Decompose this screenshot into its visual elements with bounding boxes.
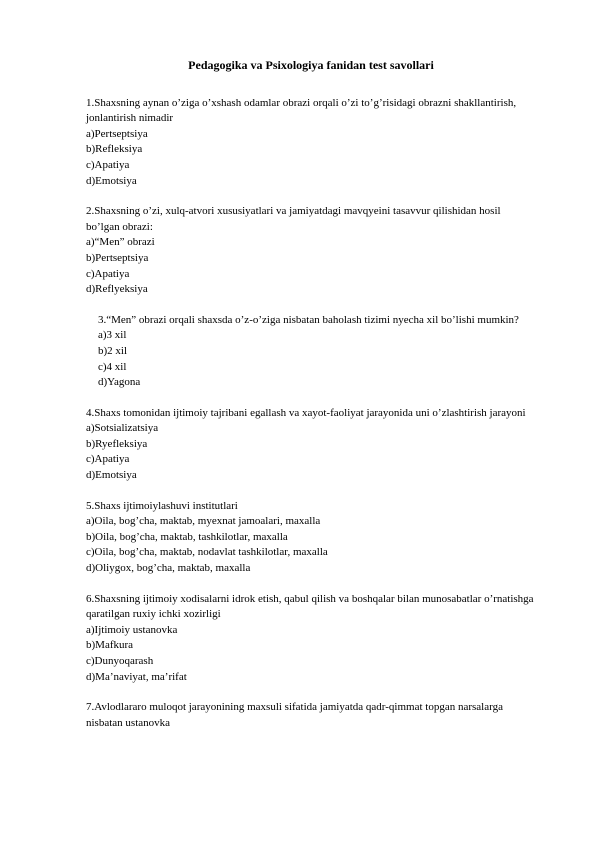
question-6: [86, 592, 536, 686]
answer-option: a)Ijtimoiy ustanovka: [86, 623, 178, 636]
answer-option: a)“Men” obrazi: [86, 236, 155, 249]
answer-option: d)Oliygox, bog’cha, maktab, maxalla: [86, 562, 251, 575]
answer-option: a)Sotsializatsiya: [86, 422, 159, 435]
answer-option: c)Apatiya: [86, 267, 130, 280]
answer-option: c)Apatiya: [86, 453, 130, 466]
answer-option: b)Ryefleksiya: [86, 437, 148, 450]
answer-option: a)Pertseptsiya: [86, 127, 148, 140]
answer-option: c)Apatiya: [86, 158, 130, 171]
question-7: [86, 700, 536, 731]
answer-option: a)Oila, bog’cha, maktab, myexnat jamoalari, maxalla: [86, 515, 321, 528]
answer-option: c)Dunyoqarash: [86, 655, 154, 667]
answer-option: d)Emotsiya: [86, 174, 137, 187]
question-5: [86, 499, 536, 577]
answer-option: d)Yagona: [98, 376, 141, 389]
question-2: [86, 204, 536, 298]
answer-option: d)Ma’naviyat, ma’rifat: [86, 670, 187, 683]
question-text: 3.“Men” obrazi orqali shaxsda o’z-o’ziga nisbatan baholash tizimi nyecha xil bo’lishi mumkin?: [98, 313, 519, 326]
answer-option: b)2 xil: [98, 344, 128, 357]
answer-option: d)Reflyeksiya: [86, 283, 148, 296]
question-text: 7.Avlodlararo muloqot jarayonining maxsuli sifatida jamiyatda qadr-qimmat topgan narsalarga nisbatan ustanovka: [86, 701, 503, 729]
answer-option: b)Pertseptsiya: [86, 251, 149, 264]
question-text: 6.Shaxsning ijtimoiy xodisalarni idrok etish, qabul qilish va boshqalar bilan munosabatlar o’rnatishga qaratilgan ruxiy ichki xozirligi: [86, 592, 534, 621]
question-1: [86, 96, 536, 190]
answer-option: c)Oila, bog’cha, maktab, nodavlat tashkilotlar, maxalla: [86, 546, 328, 559]
answer-option: c)4 xil: [98, 360, 127, 373]
question-text: 1.Shaxsning aynan o’ziga o’xshash odamlar obrazi orqali o’zi to’g’risidagi obrazni shakllantirish, jonlantirish nimadir: [86, 96, 517, 125]
question-4: [86, 406, 536, 484]
question-3: [86, 313, 536, 391]
question-text: 2.Shaxsning o’zi, xulq-atvori xususiyatlari va jamiyatdagi mavqyeini tasavvur qilishidan hosil bo’lgan obrazi:: [86, 205, 501, 233]
answer-option: b)Refleksiya: [86, 143, 143, 156]
answer-option: a)3 xil: [98, 329, 127, 342]
question-text: 5.Shaxs ijtimoiylashuvi institutlari: [86, 499, 238, 512]
document-title: Pedagogika va Psixologiya fanidan test savollari: [188, 58, 434, 72]
answer-option: b)Mafkura: [86, 639, 134, 652]
answer-option: b)Oila, bog’cha, maktab, tashkilotlar, maxalla: [86, 530, 288, 543]
question-text: 4.Shaxs tomonidan ijtimoiy tajribani egallash va xayot-faoliyat jarayonida uni o’zlashtirish jarayoni: [86, 406, 526, 419]
answer-option: d)Emotsiya: [86, 469, 137, 482]
